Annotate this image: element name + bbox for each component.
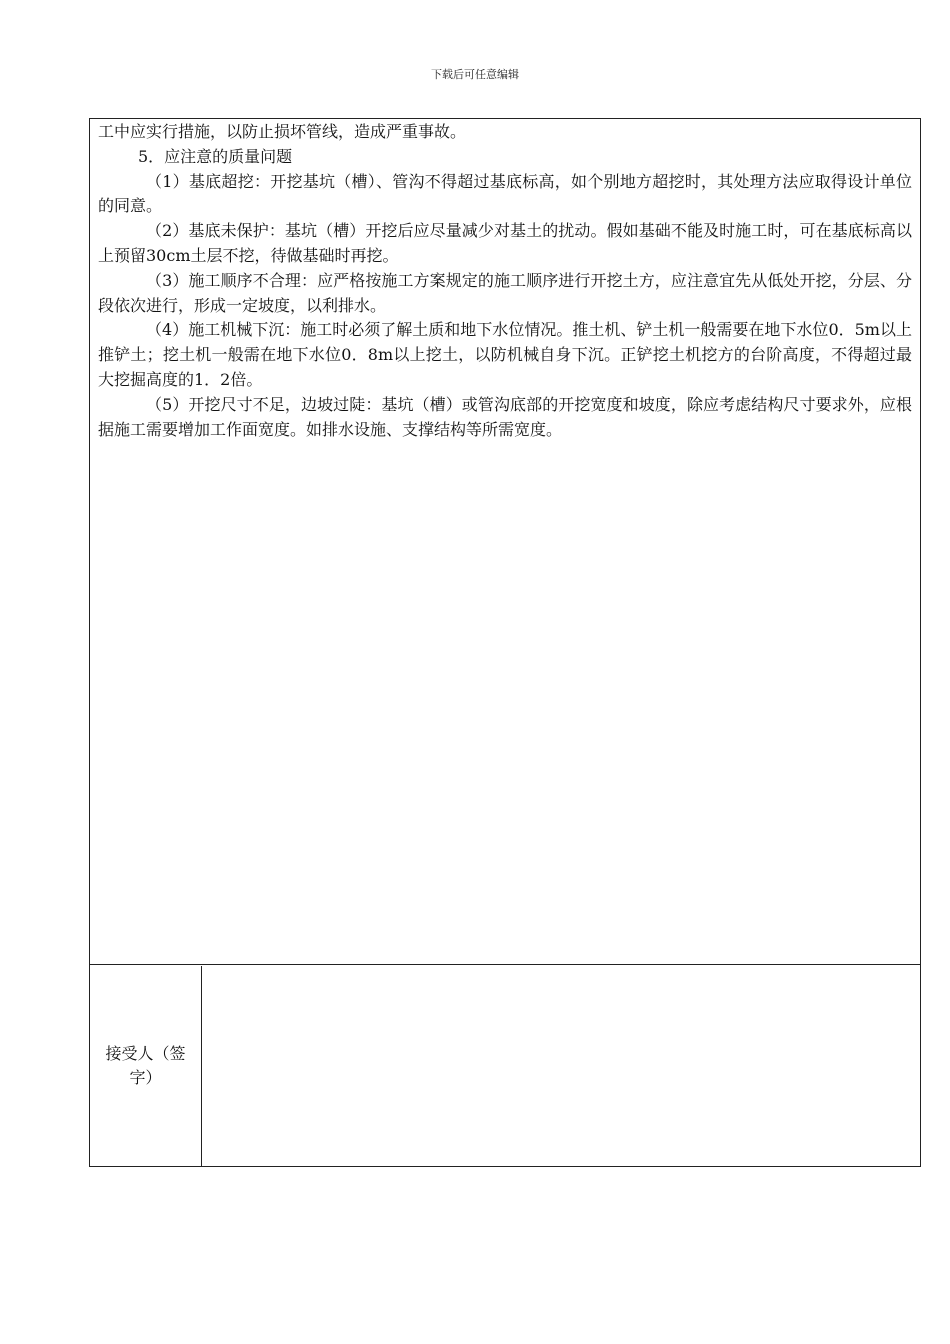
content-line-continuation: 工中应实行措施，以防止损坏管线，造成严重事故。 (98, 122, 467, 141)
quality-item-5: （5）开挖尺寸不足，边坡过陡：基坑（槽）或管沟底部的开挖宽度和坡度，除应考虑结构尺寸要求外，应根据施工需要增加工作面宽度。如排水设施、支撑结构等所需宽度。 (98, 394, 912, 439)
quality-item-3: （3）施工顺序不合理：应严格按施工方案规定的施工顺序进行开挖土方，应注意宜先从低处开挖，分层、分段依次进行，形成一定坡度，以利排水。 (98, 270, 912, 315)
content-cell (90, 119, 920, 965)
receiver-signature-label: 接受人（签字） (90, 966, 202, 1166)
quality-item-4: （4）施工机械下沉：施工时必须了解土质和地下水位情况。推土机、铲土机一般需要在地下水位0．5m以上推铲土；挖土机一般需在地下水位0．8m以上挖土，以防机械自身下沉。正铲挖土机挖方的台阶高度，不得超过最大挖掘高度的1．2倍。 (98, 320, 912, 389)
section-heading-quality-issues: 5．应注意的质量问题 (138, 146, 293, 166)
receiver-signature-field[interactable] (203, 966, 920, 1166)
quality-item-1: （1）基底超挖：开挖基坑（槽）、管沟不得超过基底标高，如个别地方超挖时，其处理方法应取得设计单位的同意。 (98, 171, 912, 216)
page-header-note: 下载后可任意编辑 (431, 68, 519, 81)
quality-item-2: （2）基底未保护：基坑（槽）开挖后应尽量减少对基土的扰动。假如基础不能及时施工时，可在基底标高以上预留30cm土层不挖，待做基础时再挖。 (98, 221, 912, 265)
handover-table (89, 118, 921, 1167)
